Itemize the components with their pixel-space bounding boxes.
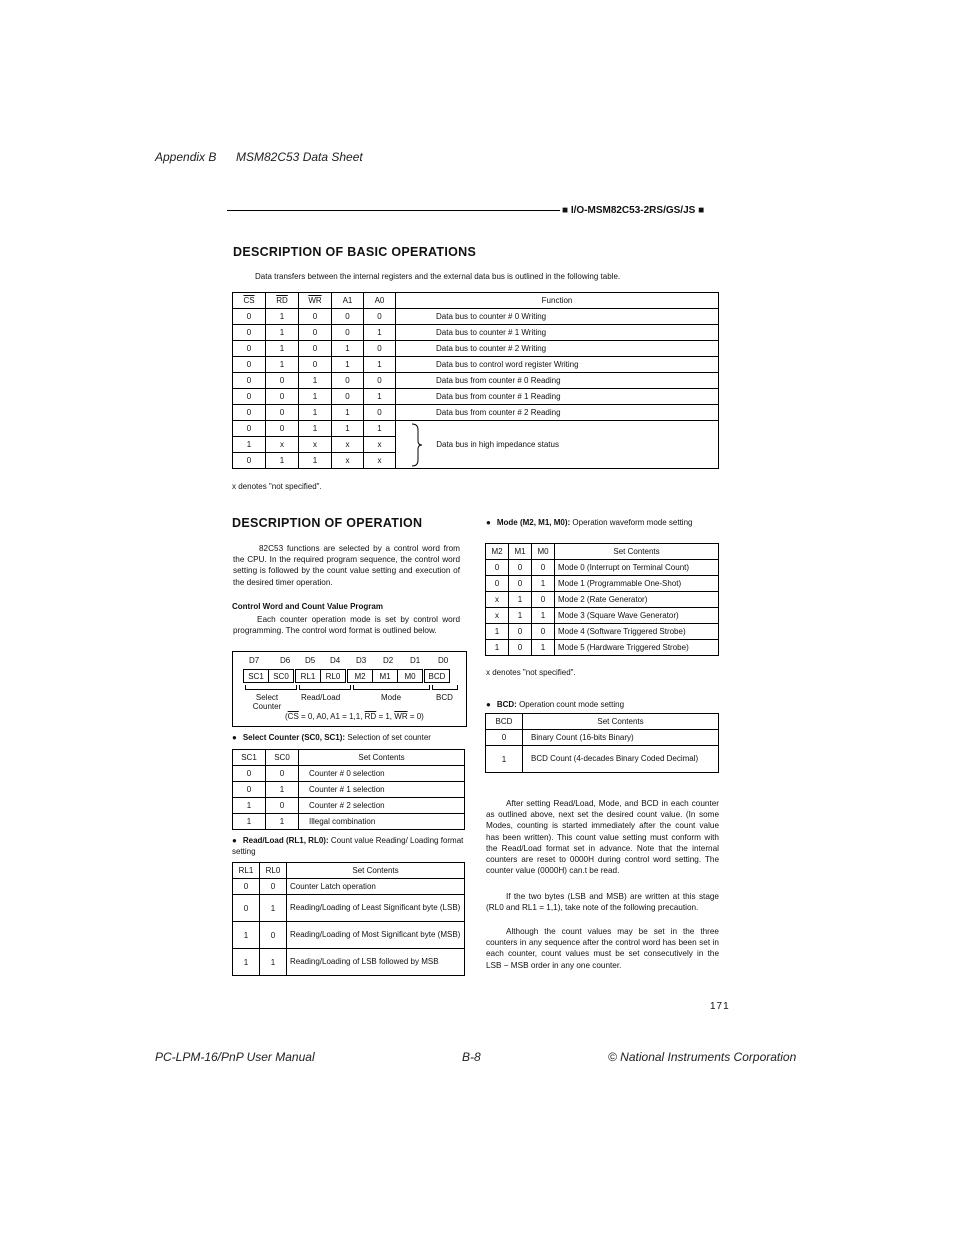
table-row: 1 0 1 Mode 5 (Hardware Triggered Strobe) xyxy=(486,640,719,656)
field-m2: M2 xyxy=(347,670,373,683)
operation-intro: 82C53 functions are selected by a control word from the CPU. In the required program sequence, the control word setting is followed by the count value setting and execution of the desired timer operation. xyxy=(233,544,460,587)
control-word-conditions: ($\overline{CS} = 0$, A0, A1 = 1,1, $\overline{RD} = 1$, $\overline{WR} = 0$) xyxy=(285,712,424,721)
table-row: 0 1 0 1 0 Data bus to counter # 2 Writing xyxy=(233,341,719,357)
footer-manual: PC-LPM-16/PnP User Manual xyxy=(155,1050,315,1064)
a1-header: A1 xyxy=(332,293,364,309)
read-load-table: RL1 RL0 Set Contents 0 0 Counter Latch operation 0 1 Reading/Loading of Least Significant byte (LSB) 1 0 Reading/Loading of Most Significant byte (MSB) 1 1 Reading/Loading of LSB followed by MSB xyxy=(232,862,465,976)
bit-label: D1 xyxy=(410,656,421,665)
bit-label: D4 xyxy=(330,656,341,665)
basic-ops-table xyxy=(232,292,719,469)
bit-label: D5 xyxy=(305,656,316,665)
field-sc0: SC0 xyxy=(269,670,295,683)
control-word-text: Each counter operation mode is set by control word programming. The control word format is outlined below. xyxy=(233,615,460,636)
group-bracket xyxy=(353,685,430,690)
a0-header: A0 xyxy=(364,293,396,309)
table-row: 0 1 0 1 1 Data bus to control word register Writing xyxy=(233,357,719,373)
table-row: 0 0 1 Mode 1 (Programmable One-Shot) xyxy=(486,576,719,592)
table-row: 1 BCD Count (4-decades Binary Coded Decimal) xyxy=(486,746,719,773)
bit-label: D6 xyxy=(280,656,291,665)
basic-ops-intro: Data transfers between the internal registers and the external data bus is outlined in the following table. xyxy=(255,272,621,281)
table-row: 0 0 0 Mode 0 (Interrupt on Terminal Count) xyxy=(486,560,719,576)
group-bcd: BCD xyxy=(436,693,453,702)
select-counter-line: ● Select Counter (SC0, SC1): Selection of set counter xyxy=(232,733,431,742)
table-row: 0 0 Counter Latch operation xyxy=(233,879,465,895)
table-row: 1 x x x x xyxy=(233,437,719,453)
read-load-line: ● Read/Load (RL1, RL0): Count value Reading/ Loading format setting xyxy=(232,836,464,856)
table-row: 0 1 Counter # 1 selection xyxy=(233,782,465,798)
mode-line: ● Mode (M2, M1, M0): Operation waveform mode setting xyxy=(486,518,693,527)
group-read-load: Read/Load xyxy=(301,693,341,702)
brace-icon xyxy=(410,422,424,468)
high-impedance-function: Data bus in high impedance status xyxy=(436,440,559,449)
table-row: 0 0 1 1 0 Data bus from counter # 2 Reading xyxy=(233,405,719,421)
field-bcd: BCD xyxy=(424,670,450,683)
table-row: 0 Binary Count (16-bits Binary) xyxy=(486,730,719,746)
group-mode: Mode xyxy=(381,693,402,702)
bit-label: D0 xyxy=(438,656,449,665)
footer-page: B-8 xyxy=(462,1050,481,1064)
table-row: 0 1 1 x x xyxy=(233,453,719,469)
table-row: 1 0 Reading/Loading of Most Significant byte (MSB) xyxy=(233,922,465,949)
field-m0: M0 xyxy=(398,670,424,683)
mode-table: M2 M1 M0 Set Contents 0 0 0 Mode 0 (Interrupt on Terminal Count) 0 0 1 Mode 1 (Programmable One-Shot) x 1 0 Mode 2 (Rate Generator) x 1 1 Mode 3 (Square Wave Generator) 1 0 0 Mode 4 (Software Triggered Strobe) 1 0 1 Mode 5 (Hardware Triggered Strobe) xyxy=(485,543,719,656)
field-rl0: RL0 xyxy=(321,670,347,683)
table-row: x 1 1 Mode 3 (Square Wave Generator) xyxy=(486,608,719,624)
bit-label: D2 xyxy=(383,656,394,665)
after-setting-paragraph: After setting Read/Load, Mode, and BCD in each counter as outlined above, next set the desired count value. (In some Modes, counting is started immediately after the count value has been written). This count value setting must conform with the Read/Load format set in advance. Note that the internal counters are reset to 0000H during control word setting. The counter value (0000H) can.t be read. xyxy=(486,799,719,876)
table-row: 0 1 Reading/Loading of Least Significant byte (LSB) xyxy=(233,895,465,922)
bit-label: D3 xyxy=(356,656,367,665)
operation-title: DESCRIPTION OF OPERATION xyxy=(232,516,423,530)
table-row: 0 1 0 0 0 Data bus to counter # 0 Writing xyxy=(233,309,719,325)
part-number-banner: ■ I/O-MSM82C53-2RS/GS/JS ■ xyxy=(562,205,705,216)
page-number: 171 xyxy=(710,1001,730,1012)
footer-copyright: © National Instruments Corporation xyxy=(608,1050,797,1064)
basic-ops-title: DESCRIPTION OF BASIC OPERATIONS xyxy=(233,245,477,259)
table-row: 1 0 0 Mode 4 (Software Triggered Strobe) xyxy=(486,624,719,640)
control-word-fields xyxy=(243,669,450,683)
doc-title: MSM82C53 Data Sheet xyxy=(236,150,363,164)
table-row: 0 0 1 0 1 Data bus from counter # 1 Reading xyxy=(233,389,719,405)
table-row: 0 0 1 1 1 Data bus in high impedance status xyxy=(233,421,719,437)
wr-header: $\overline{WR}$ xyxy=(308,296,322,305)
group-bracket xyxy=(299,685,351,690)
table-row: 0 1 0 0 1 Data bus to counter # 1 Writing xyxy=(233,325,719,341)
field-rl1: RL1 xyxy=(295,670,321,683)
count-order-paragraph: Although the count values may be set in the three counters in any sequence after the control word has been set in each counter, count values must be set consecutively in the LSB − MSB order in any one counter. xyxy=(486,927,719,970)
bcd-table: BCD Set Contents 0 Binary Count (16-bits Binary) 1 BCD Count (4-decades Binary Coded Decimal) xyxy=(485,713,719,773)
precaution-paragraph: If the two bytes (LSB and MSB) are written at this stage (RL0 and RL1 = 1,1), take note of the following precaution. xyxy=(486,892,719,913)
group-bracket xyxy=(245,685,297,690)
cs-header: $\overline{CS}$ xyxy=(243,296,255,305)
field-m1: M1 xyxy=(373,670,398,683)
bcd-line: ● BCD: Operation count mode setting xyxy=(486,700,625,709)
appendix-label: Appendix B xyxy=(155,150,217,164)
control-word-heading: Control Word and Count Value Program xyxy=(232,602,383,611)
rd-header: $\overline{RD}$ xyxy=(276,296,288,305)
table-row: 1 1 Illegal combination xyxy=(233,814,465,830)
table-row: x 1 0 Mode 2 (Rate Generator) xyxy=(486,592,719,608)
banner-rule xyxy=(227,210,560,211)
mode-footnote: x denotes "not specified". xyxy=(486,668,576,677)
group-select-counter: Select Counter xyxy=(252,693,282,711)
function-header: Function xyxy=(396,293,719,309)
table-row: 0 0 Counter # 0 selection xyxy=(233,766,465,782)
table-row: 1 1 Reading/Loading of LSB followed by MSB xyxy=(233,949,465,976)
basic-ops-footnote: x denotes "not specified". xyxy=(232,482,322,491)
control-word-diagram xyxy=(232,651,467,727)
table-header-row xyxy=(233,293,719,309)
group-bracket xyxy=(432,685,458,690)
bit-label: D7 xyxy=(249,656,260,665)
table-row: 0 0 1 0 0 Data bus from counter # 0 Reading xyxy=(233,373,719,389)
select-counter-table: SC1 SC0 Set Contents 0 0 Counter # 0 selection 0 1 Counter # 1 selection 1 0 Counter # 2 selection 1 1 Illegal combination xyxy=(232,749,465,830)
field-sc1: SC1 xyxy=(244,670,269,683)
table-row: 1 0 Counter # 2 selection xyxy=(233,798,465,814)
